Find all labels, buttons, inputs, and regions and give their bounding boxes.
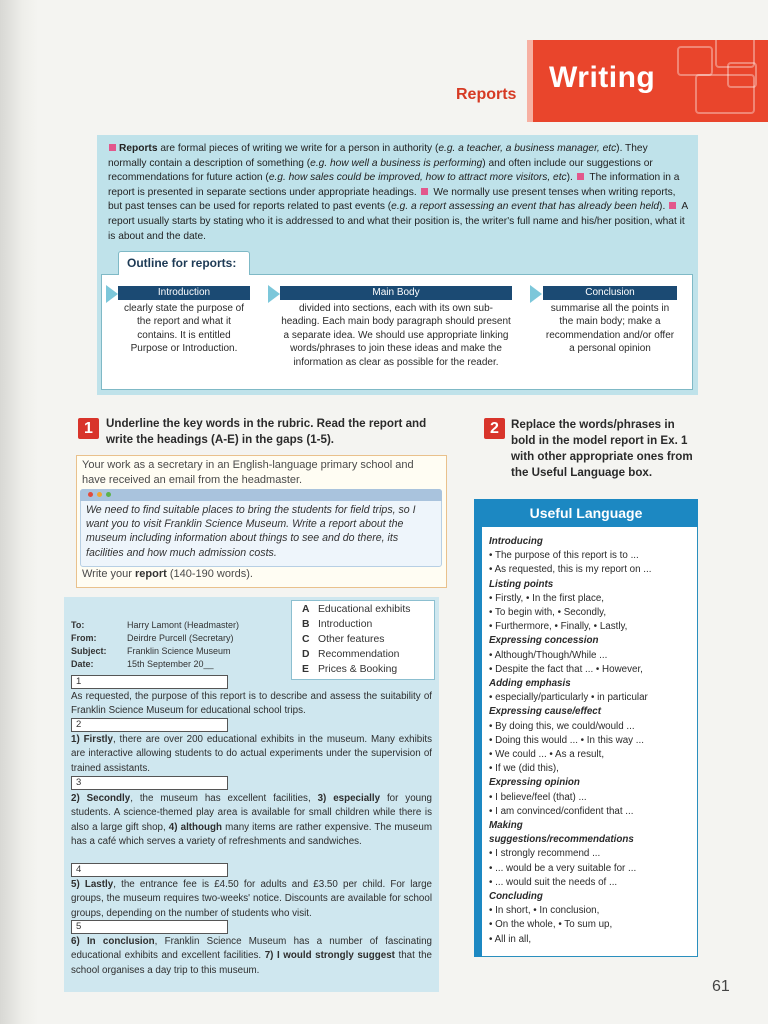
heading-gap-input[interactable]: 3 xyxy=(71,776,228,790)
section-label: Reports xyxy=(456,86,517,103)
intro-text: Reports are formal pieces of writing we write for a person in authority (e.g. a teacher, a business manager, etc). They normally contain a description of something (e.g. how well a business is performing) and often include our suggestions or recommendations for future action (e.g. how sales could be improved, how to attract more visitors, etc). The information in a report is presented in separate sections under appropriate headings. We normally use present tenses when writing reports, but past tenses can be used for reports related to past events (e.g. a report assessing an event that has already been held). A report usually starts by stating who it is addressed to and what their position is, the writer's full name and his/her position, what it is about and the date. xyxy=(108,143,688,242)
bullet-square-icon xyxy=(109,144,116,151)
heading-option: D Recommendation xyxy=(302,649,400,660)
page-number: 61 xyxy=(712,978,730,995)
chevron-right-icon xyxy=(530,285,542,303)
useful-language-list: Introducing • The purpose of this report is to ... • As requested, this is my report on ... Listing points • Firstly, • In the first place, • To begin with, • Secondly, • Furthermore, • Finally, • Lastly, Expressing concession • Although/Though/While ... • Despite the fact that ... • However, Adding emphasis • especially/particularly • in particular Expressing cause/effect • By doing this, we could/would ... • Doing this would ... • In this way ... • We could ... • As a result, • If we (did this), Expressing opinion • I believe/feel (that) ... • I am convinced/confident that ... Making suggestions/recommendations • I strongly recommend ... • ... would be a very suitable for ... • ... would suit the needs of ... Concluding • In short, • In conclusion, • On the whole, • To sum up, • All in all, xyxy=(489,536,652,945)
bullet-square-icon xyxy=(669,202,676,209)
rubric-text: Your work as a secretary in an English-language primary school and have received an email from the headmaster. xyxy=(82,459,414,486)
email-text: We need to find suitable places to bring the students for field trips, so I want you to visit Franklin Science Museum. Write a report about the museum including information about things to see and do there, its facilities and how much admission costs. xyxy=(86,504,416,559)
report-memo-labels: To: From: Subject: Date: xyxy=(71,620,107,669)
bullet-square-icon xyxy=(421,188,428,195)
exercise-1-instructions: Underline the key words in the rubric. Read the report and write the headings (A-E) in the gaps (1-5). xyxy=(106,417,427,446)
report-memo-values: Harry Lamont (Headmaster) Deirdre Purcell (Secretary) Franklin Science Museum 15th September 20__ xyxy=(127,620,240,669)
heading-option: E Prices & Booking xyxy=(302,664,398,675)
useful-language-sidebar xyxy=(474,527,482,957)
bullet-square-icon xyxy=(577,173,584,180)
outline-title: Outline for reports: xyxy=(118,251,250,275)
heading-gap-input[interactable]: 2 xyxy=(71,718,228,732)
window-dot-icon xyxy=(97,492,102,497)
report-paragraph-3: 2) Secondly, the museum has excellent facilities, 3) especially for young students. A science-themed play area is available for small children while there is also a large gift shop, 4) although many items are rather expensive. The museum has a café which serves a variety of refreshments and sandwiches. xyxy=(71,793,432,847)
heading-option: A Educational exhibits xyxy=(302,604,411,615)
chevron-right-icon xyxy=(268,285,280,303)
outline-main-body: Main Body divided into sections, each with its own sub-heading. Each main body paragraph should present a separate idea. We should use appropriate linking words/phrases to join these ideas and make the information as clear as possible for the reader. xyxy=(281,287,511,368)
exercise-1-number: 1 xyxy=(78,418,99,439)
window-dot-icon xyxy=(88,492,93,497)
heading-gap-input[interactable]: 4 xyxy=(71,863,228,877)
email-title-bar xyxy=(80,489,442,501)
heading-gap-input[interactable]: 1 xyxy=(71,675,228,689)
heading-gap-input[interactable]: 5 xyxy=(71,920,228,934)
heading-option: C Other features xyxy=(302,634,385,645)
report-paragraph-2: 1) Firstly, there are over 200 educational exhibits in the museum. Many exhibits are interactive allowing students to do actual experiments under the supervision of trained assistants. xyxy=(71,734,432,774)
page-gutter-shadow xyxy=(0,0,38,1024)
outline-introduction: Introduction clearly state the purpose of the report and what it contains. It is entitled Purpose or Introduction. xyxy=(118,286,250,356)
heading-option: B Introduction xyxy=(302,619,373,630)
useful-language-title: Useful Language xyxy=(474,499,698,527)
report-paragraph-5: 6) In conclusion, Franklin Science Museum has a number of fascinating educational exhibits and excellent facilities. 7) I would strongly suggest that the school organises a day trip to this museum. xyxy=(71,936,433,976)
chevron-right-icon xyxy=(106,285,118,303)
exercise-2-number: 2 xyxy=(484,418,505,439)
report-paragraph-4: 5) Lastly, the entrance fee is £4.50 for adults and £3.50 per child. For large groups, the museum requires two-weeks' notice. Discounts are available for school groups, depending on the number of students who visit. xyxy=(71,879,433,919)
report-paragraph-1: As requested, the purpose of this report is to describe and assess the suitability of Franklin Science Museum for educational school trips. xyxy=(71,691,432,717)
title-banner-stripe xyxy=(527,40,533,122)
page-title: Writing xyxy=(549,61,656,94)
outline-conclusion: Conclusion summarise all the points in the main body; make a recommendation and/or offer a personal opinion xyxy=(543,286,677,356)
writing-task: Write your report (140-190 words). xyxy=(82,568,253,580)
exercise-2-instructions: Replace the words/phrases in bold in the model report in Ex. 1 with other appropriate ones from the Useful Language box. xyxy=(511,418,693,479)
window-dot-icon xyxy=(106,492,111,497)
